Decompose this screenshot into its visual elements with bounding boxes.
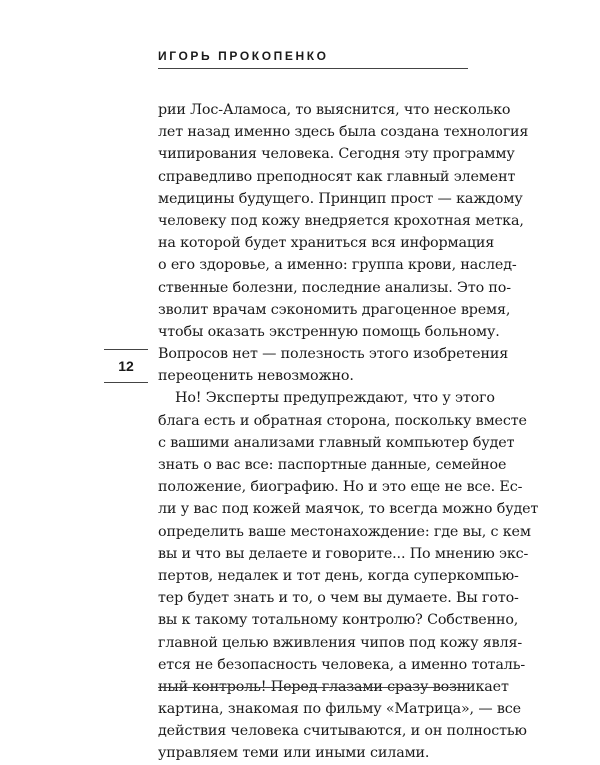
author-name: ИГОРЬ ПРОКОПЕНКО — [158, 49, 329, 63]
text-line: управляем теми или иными силами. — [158, 745, 430, 762]
text-line: картина, знакомая по фильму «Матрица», — все — [158, 701, 521, 718]
header-rule — [158, 68, 468, 69]
text-line: пертов, недалек и тот день, когда суперкомпью- — [158, 567, 519, 584]
text-line: ный контроль! Перед глазами сразу возникает — [158, 678, 509, 695]
text-line: действия человека считываются, и он полностью — [158, 723, 527, 740]
text-line: ли у вас под кожей маячок, то всегда можно будет — [158, 501, 539, 518]
text-line: блага есть и обратная сторона, поскольку вместе — [158, 412, 527, 429]
text-line: о его здоровье, а именно: группа крови, наслед- — [158, 257, 517, 274]
paragraph — [158, 99, 529, 387]
page-number-bottom-rule — [104, 382, 148, 383]
text-line: на которой будет храниться вся информация — [158, 235, 495, 252]
text-line: медицины будущего. Принцип прост — каждому — [158, 190, 523, 207]
text-line: вы к такому тотальному контролю? Собственно, — [158, 612, 519, 629]
text-line: ется не безопасность человека, а именно тоталь- — [158, 656, 526, 673]
text-line: зволит врачам сэкономить драгоценное время, — [158, 301, 511, 318]
text-line: определить ваше местонахождение: где вы, с кем — [158, 523, 531, 540]
text-line: знать о вас все: паспортные данные, семейное — [158, 457, 507, 473]
text-line: справедливо преподносят как главный элемент — [158, 168, 516, 185]
text-line: человеку под кожу внедряется крохотная метка, — [158, 212, 524, 229]
page-number-block — [104, 349, 148, 383]
text-line: тер будет знать и то, о чем вы думаете. Вы гото- — [158, 590, 519, 607]
body-text — [158, 99, 539, 765]
text-line: с вашими анализами главный компьютер будет — [158, 434, 515, 451]
text-line: Но! Эксперты предупреждают, что у этого — [175, 390, 495, 407]
page-number: 12 — [118, 358, 134, 374]
text-line: Вопросов нет — полезность этого изобретения — [158, 346, 509, 363]
text-line: ственные болезни, последние анализы. Это по- — [158, 279, 511, 296]
text-line: чтобы оказать экстренную помощь больному. — [158, 323, 500, 340]
text-line: лет назад именно здесь была создана технология — [158, 124, 529, 141]
text-line: вы и что вы делаете и говорите... По мнению экс- — [158, 545, 529, 562]
running-header — [158, 49, 468, 63]
text-line: положение, биографию. Но и это еще не все. Ес- — [158, 479, 523, 496]
text-line: чипирования человека. Сегодня эту программу — [158, 146, 515, 163]
paragraph — [158, 387, 539, 764]
text-line: рии Лос-Аламоса, то выяснится, что несколько — [158, 102, 511, 118]
text-line: переоценить невозможно. — [158, 368, 354, 385]
text-line: главной целью вживления чипов под кожу явля- — [158, 634, 523, 651]
footer-rule — [158, 687, 468, 688]
